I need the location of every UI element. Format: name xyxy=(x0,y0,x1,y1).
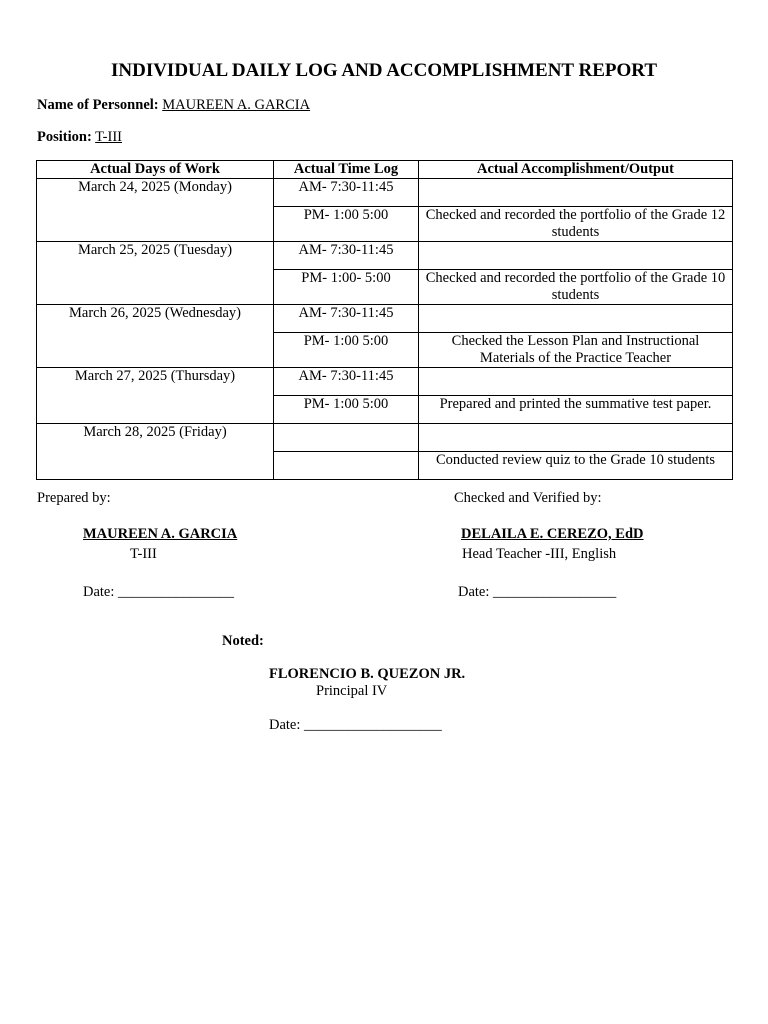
position-value: T-III xyxy=(95,129,122,145)
table-header-row xyxy=(37,161,733,179)
prepared-by-position: T-III xyxy=(130,546,157,562)
header-days: Actual Days of Work xyxy=(37,161,274,179)
am-time-cell: AM- 7:30-11:45 xyxy=(274,242,419,270)
checked-by-label: Checked and Verified by: xyxy=(454,490,602,506)
position-label: Position: xyxy=(37,129,92,145)
day-cell: March 27, 2025 (Thursday) xyxy=(37,368,274,424)
am-time-cell: AM- 7:30-11:45 xyxy=(274,179,419,207)
table-row xyxy=(37,179,733,207)
prepared-by-label: Prepared by: xyxy=(37,490,111,506)
pm-output-cell: Prepared and printed the summative test paper. xyxy=(419,396,733,424)
table-row xyxy=(37,305,733,333)
personnel-name: MAUREEN A. GARCIA xyxy=(162,97,311,113)
pm-time-cell xyxy=(274,452,419,480)
table-row xyxy=(37,424,733,452)
pm-time-cell: PM- 1:00 5:00 xyxy=(274,396,419,424)
noted-by-date: Date: ___________________ xyxy=(269,717,442,733)
daily-log-table xyxy=(36,160,733,480)
am-output-cell xyxy=(419,424,733,452)
am-output-cell xyxy=(419,179,733,207)
position-field xyxy=(37,129,122,146)
pm-output-cell: Checked the Lesson Plan and Instructional Materials of the Practice Teacher xyxy=(419,333,733,368)
pm-time-cell: PM- 1:00- 5:00 xyxy=(274,270,419,305)
table-row xyxy=(37,368,733,396)
day-cell: March 24, 2025 (Monday) xyxy=(37,179,274,242)
am-time-cell: AM- 7:30-11:45 xyxy=(274,305,419,333)
pm-time-cell: PM- 1:00 5:00 xyxy=(274,333,419,368)
report-title: INDIVIDUAL DAILY LOG AND ACCOMPLISHMENT REPORT xyxy=(110,60,658,81)
noted-by-name: FLORENCIO B. QUEZON JR. xyxy=(269,666,466,682)
day-cell: March 25, 2025 (Tuesday) xyxy=(37,242,274,305)
header-time: Actual Time Log xyxy=(274,161,419,179)
noted-by-position: Principal IV xyxy=(316,683,388,699)
noted-label: Noted: xyxy=(222,633,264,649)
checked-by-name: DELAILA E. CEREZO, EdD xyxy=(461,526,644,542)
personnel-field xyxy=(37,97,310,114)
table-row xyxy=(37,242,733,270)
am-time-cell: AM- 7:30-11:45 xyxy=(274,368,419,396)
prepared-by-date: Date: ________________ xyxy=(83,584,235,600)
pm-output-cell: Conducted review quiz to the Grade 10 students xyxy=(419,452,733,480)
am-time-cell xyxy=(274,424,419,452)
pm-output-cell: Checked and recorded the portfolio of the Grade 10 students xyxy=(419,270,733,305)
personnel-label: Name of Personnel: xyxy=(37,97,159,113)
header-output: Actual Accomplishment/Output xyxy=(419,161,733,179)
checked-by-date: Date: _________________ xyxy=(458,584,617,600)
am-output-cell xyxy=(419,242,733,270)
pm-output-cell: Checked and recorded the portfolio of the Grade 12 students xyxy=(419,207,733,242)
checked-by-position: Head Teacher -III, English xyxy=(462,546,617,562)
day-cell: March 26, 2025 (Wednesday) xyxy=(37,305,274,368)
day-cell: March 28, 2025 (Friday) xyxy=(37,424,274,480)
prepared-by-name: MAUREEN A. GARCIA xyxy=(83,526,238,542)
am-output-cell xyxy=(419,305,733,333)
am-output-cell xyxy=(419,368,733,396)
pm-time-cell: PM- 1:00 5:00 xyxy=(274,207,419,242)
